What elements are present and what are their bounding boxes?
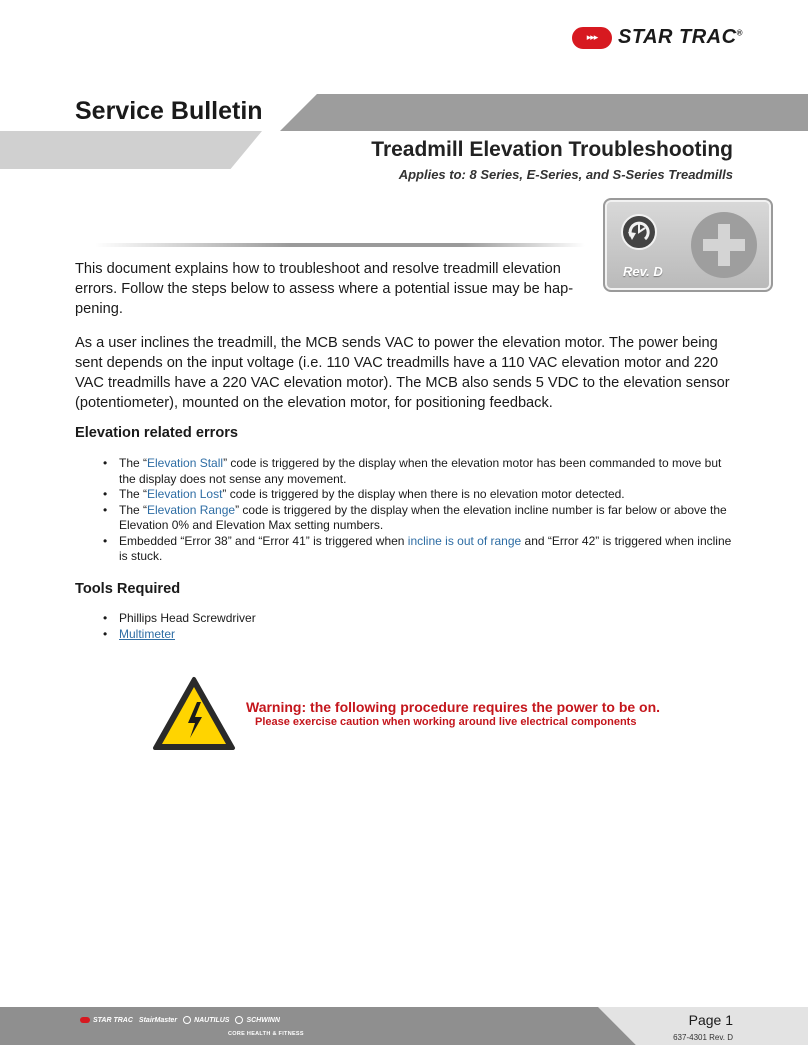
error-code-highlight: Elevation Stall: [147, 456, 224, 470]
page-number: Page 1: [688, 1012, 733, 1028]
error-code-highlight: Elevation Range: [147, 502, 236, 517]
logo-mark: ▸▸▸: [572, 27, 612, 49]
multimeter-link[interactable]: Multimeter: [119, 626, 176, 641]
errors-list: [103, 456, 733, 565]
bulletin-label: Service Bulletin: [75, 97, 263, 125]
star-trac-mark-icon: [80, 1017, 90, 1023]
revision-label: Rev. D: [623, 264, 663, 279]
brand-star-trac: STAR TRAC: [80, 1017, 133, 1024]
list-item: • Embedded “Error 38” and “Error 41” is triggered when incline is out of range and “Error 42” is triggered when incline is stuck.: [103, 534, 733, 565]
list-item: [103, 627, 733, 643]
brand-stairmaster: StairMaster: [138, 1016, 178, 1024]
brand-logos: [80, 1016, 280, 1024]
brand-schwinn: SCHWINN: [235, 1016, 279, 1024]
warning-title: Warning: the following procedure requires the power to be on.: [246, 699, 661, 715]
header-band-light: [0, 131, 262, 169]
plus-icon: [689, 210, 759, 280]
list-item: • Phillips Head Screwdriver: [103, 611, 733, 627]
list-item: • The “Elevation Range” code is triggered by the display when the elevation incline number is far below or above the Elevation 0% and Elevation Max setting numbers.: [103, 503, 733, 534]
revision-badge: [603, 198, 773, 292]
document-number: 637-4301 Rev. D: [673, 1033, 733, 1042]
tools-heading: Tools Required: [75, 581, 181, 597]
list-item: • The “Elevation Stall” code is triggered by the display when the elevation motor has been commanded to move but the display does not sense any movement.: [103, 456, 733, 487]
revision-cycle-icon: [619, 212, 659, 252]
star-trac-logo: [572, 26, 743, 49]
error-range-highlight: incline is out of range: [407, 533, 522, 548]
divider: [95, 243, 585, 247]
nautilus-mark-icon: [183, 1016, 191, 1024]
electrical-hazard-icon: [152, 676, 236, 752]
warning-subtitle: Please exercise caution when working around live electrical components: [255, 716, 637, 728]
elevation-paragraph: As a user inclines the treadmill, the MCB sends VAC to power the elevation motor. The power being sent depends on the input voltage (i.e. 110 VAC treadmills have a 110 VAC elevation motor and 220 VAC treadmills have a 220 VAC elevation motor). The MCB also sends 5 VDC to the elevation sensor (potentiometer), mounted on the elevation motor, for positioning feedback.: [75, 335, 730, 411]
tools-list: [103, 611, 733, 642]
footer-tagline: CORE HEALTH & FITNESS: [228, 1031, 304, 1037]
schwinn-mark-icon: [235, 1016, 243, 1024]
errors-heading: Elevation related errors: [75, 425, 239, 441]
page-title: Treadmill Elevation Troubleshooting: [371, 138, 733, 161]
applies-to: Applies to: 8 Series, E-Series, and S-Series Treadmills: [398, 167, 733, 182]
list-item: • The “Elevation Lost” code is triggered by the display when there is no elevation motor detected.: [103, 487, 733, 503]
brand-nautilus: NAUTILUS: [183, 1016, 229, 1024]
intro-paragraph: This document explains how to troubleshoot and resolve treadmill elevation errors. Follow the steps below to assess where a potential issue may be hap-pening.: [75, 261, 574, 317]
footer-band: [0, 1007, 640, 1045]
logo-text: STAR TRAC®: [618, 26, 743, 48]
error-code-highlight: Elevation Lost: [147, 487, 223, 501]
header-band-dark: [280, 94, 808, 131]
